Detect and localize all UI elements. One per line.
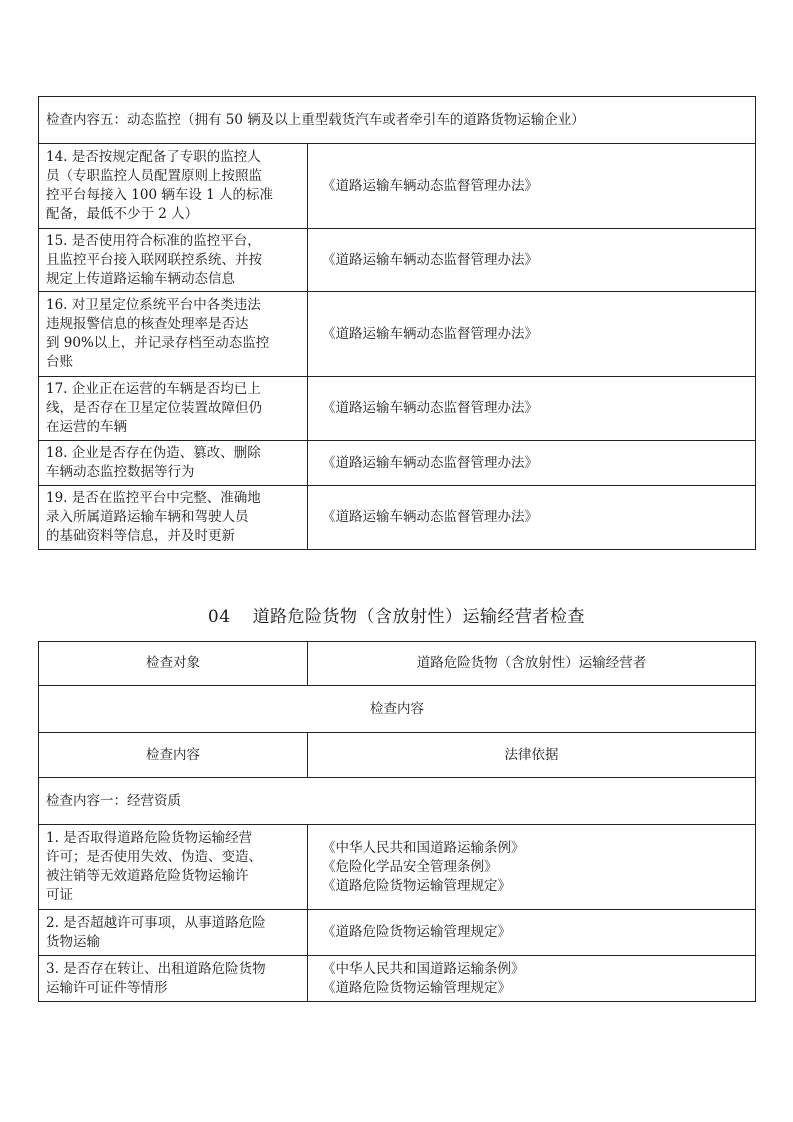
legal-basis-line: 《中华人民共和国道路运输条例》 [322, 839, 525, 856]
legal-basis-cell [308, 910, 756, 956]
check-item-line: 3. 是否存在转让、出租道路危险货物 [46, 960, 266, 977]
check-item-line: 的基础资料等信息，并及时更新 [46, 528, 235, 544]
legal-basis-line: 《道路运输车辆动态监督管理办法》 [322, 177, 538, 194]
check-item-line: 在运营的车辆 [46, 419, 127, 435]
dynamic-monitoring-table [38, 96, 756, 550]
check-item-line: 货物运输 [46, 933, 100, 950]
check-item-line: 违规报警信息的核查处理率是否达 [46, 316, 249, 332]
content-title-row [39, 686, 756, 733]
check-item-line: 运输许可证件等情形 [46, 979, 168, 996]
legal-basis-cell [308, 144, 756, 229]
check-item-cell [39, 144, 308, 229]
check-item-line: 控平台每接入 100 辆车设 1 人的标准 [46, 187, 274, 203]
check-item-line: 18. 企业是否存在伪造、篡改、删除 [46, 445, 261, 461]
table-row [39, 486, 756, 550]
table-row [39, 825, 756, 910]
table-header-row [39, 97, 756, 144]
table-row [39, 144, 756, 229]
check-item-line: 且监控平台接入联网联控系统、并按 [46, 251, 262, 268]
object-value: 道路危险货物（含放射性）运输经营者 [308, 642, 756, 686]
legal-basis-cell [308, 441, 756, 486]
check-item-cell [39, 292, 308, 377]
table-row [39, 377, 756, 441]
legal-basis-cell [308, 956, 756, 1002]
legal-basis-cell [308, 377, 756, 441]
legal-basis-line: 《道路运输车辆动态监督管理办法》 [322, 325, 538, 342]
legal-basis-cell [308, 825, 756, 910]
legal-basis-line: 《道路运输车辆动态监督管理办法》 [322, 454, 538, 471]
check-item-line: 16. 对卫星定位系统平台中各类违法 [46, 297, 261, 313]
check-item-line: 线，是否存在卫星定位装置故障但仍 [46, 400, 262, 416]
section-one-header: 检查内容一：经营资质 [39, 778, 756, 825]
section-heading [38, 604, 755, 630]
check-item-cell [39, 825, 308, 910]
check-item-cell [39, 377, 308, 441]
check-item-line: 15. 是否使用符合标准的监控平台， [46, 232, 261, 249]
legal-basis-line: 《危险化学品安全管理条例》 [322, 858, 498, 875]
check-item-line: 员（专职监控人员配置原则上按照监 [46, 168, 262, 184]
check-item-line: 17. 企业正在运营的车辆是否均已上 [46, 381, 261, 397]
legal-basis-line: 《道路运输车辆动态监督管理办法》 [322, 509, 538, 525]
check-item-cell [39, 486, 308, 550]
column-header-row [39, 733, 756, 778]
legal-basis-line: 《道路运输车辆动态监督管理办法》 [322, 400, 538, 416]
legal-basis-line: 《中华人民共和国道路运输条例》 [322, 960, 525, 977]
content-title: 检查内容 [39, 686, 756, 733]
legal-basis-line: 《道路危险货物运输管理规定》 [322, 979, 511, 996]
check-item-line: 可证 [46, 887, 73, 903]
column-header-content: 检查内容 [39, 733, 308, 778]
column-header-basis: 法律依据 [308, 733, 756, 778]
section-number: 04 [207, 607, 231, 627]
check-item-cell [39, 956, 308, 1002]
legal-basis-cell [308, 486, 756, 550]
legal-basis-cell [308, 229, 756, 292]
subheader-row [39, 778, 756, 825]
check-item-line: 台账 [46, 354, 73, 370]
check-item-line: 配备，最低不少于 2 人） [46, 206, 199, 222]
check-item-cell [39, 441, 308, 486]
check-item-line: 许可；是否使用失效、伪造、变造、 [46, 849, 262, 865]
check-item-line: 规定上传道路运输车辆动态信息 [46, 270, 235, 287]
check-item-cell [39, 229, 308, 292]
check-item-line: 14. 是否按规定配备了专职的监控人 [46, 149, 261, 165]
hazardous-goods-table [38, 641, 756, 1002]
legal-basis-cell [308, 292, 756, 377]
check-item-line: 1. 是否取得道路危险货物运输经营 [46, 830, 253, 846]
section-five-header: 检查内容五：动态监控（拥有 50 辆及以上重型载货汽车或者牵引车的道路货物运输企业） [39, 97, 756, 144]
check-item-line: 录入所属道路运输车辆和驾驶人员 [46, 509, 249, 525]
table-row [39, 956, 756, 1002]
legal-basis-line: 《道路危险货物运输管理规定》 [322, 924, 511, 940]
check-item-line: 被注销等无效道路危险货物运输许 [46, 868, 249, 884]
object-label: 检查对象 [39, 642, 308, 686]
legal-basis-line: 《道路危险货物运输管理规定》 [322, 877, 511, 894]
check-item-cell [39, 910, 308, 956]
table-row [39, 229, 756, 292]
section-title: 道路危险货物（含放射性）运输经营者检查 [252, 607, 586, 627]
check-item-line: 19. 是否在监控平台中完整、准确地 [46, 490, 261, 506]
table-row [39, 292, 756, 377]
legal-basis-line: 《道路运输车辆动态监督管理办法》 [322, 251, 538, 268]
table-row [39, 910, 756, 956]
object-row [39, 642, 756, 686]
check-item-line: 到 90%以上，并记录存档至动态监控 [46, 335, 270, 351]
check-item-line: 2. 是否超越许可事项，从事道路危险 [46, 914, 266, 931]
table-row [39, 441, 756, 486]
check-item-line: 车辆动态监控数据等行为 [46, 464, 195, 480]
